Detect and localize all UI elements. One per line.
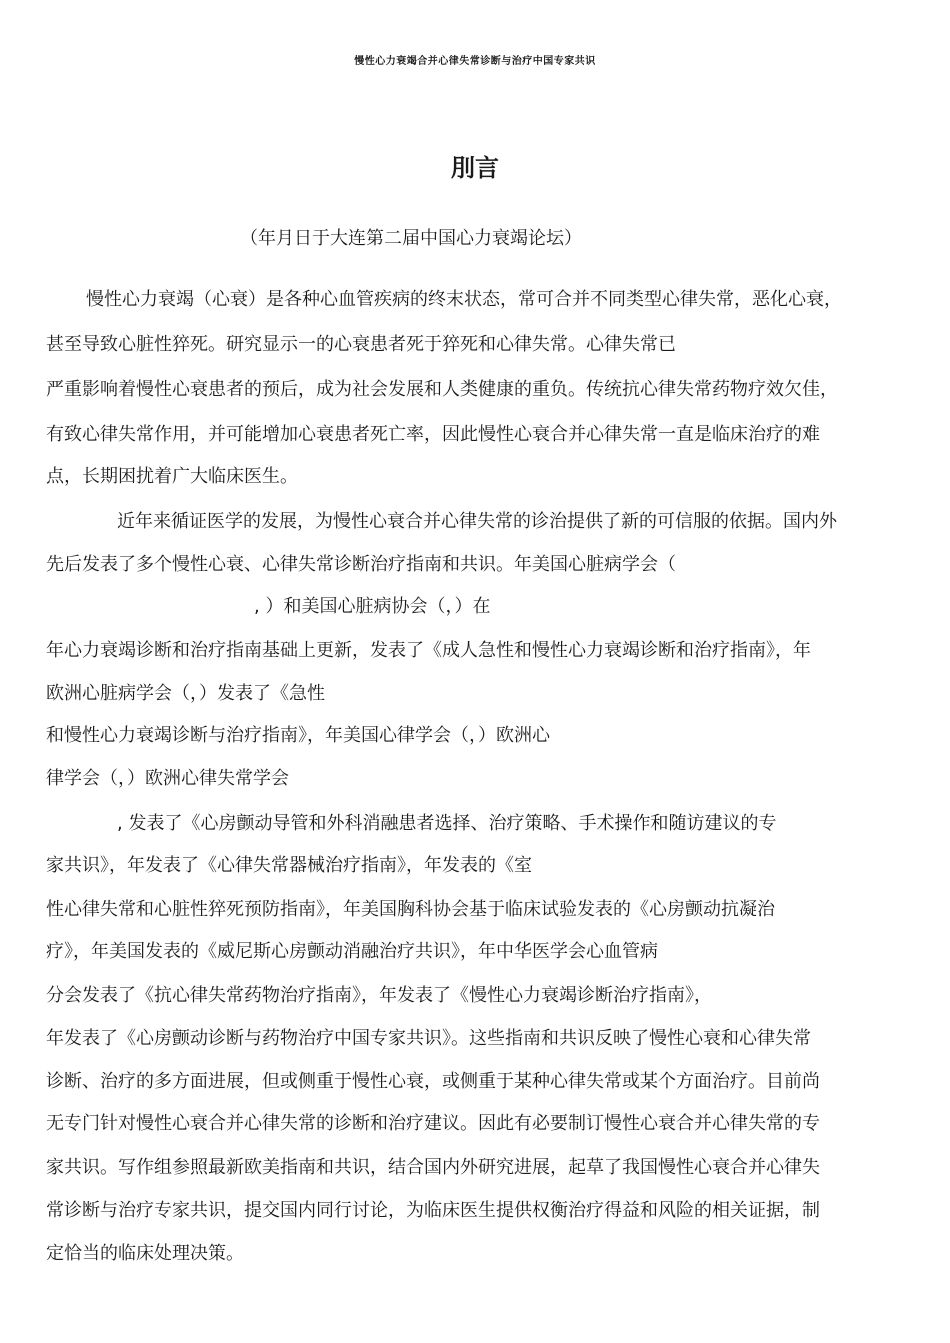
text-line: , 发表了《心房颤动导管和外科消融患者选择、治疗策略、手术操作和随访建议的专 [117, 813, 777, 834]
text-line: 律学会（，）欧洲心律失常学会 [46, 768, 289, 789]
text-line: 点，长期困扰着广大临床医生。 [46, 466, 298, 487]
text-line: 无专门针对慢性心衰合并心律失常的诊断和治疗建议。因此有必要制订慢性心衰合并心律失常的专 [46, 1113, 820, 1134]
text-line: 欧洲心脏病学会（，）发表了《急性 [46, 683, 325, 704]
text-line: 近年来循证医学的发展，为慢性心衰合并心律失常的诊治提供了新的可信服的依据。国内外 [117, 511, 837, 532]
text-line: 甚至导致心脏性猝死。研究显示一的心衰患者死于猝死和心律失常。心律失常已 [46, 334, 676, 355]
text-line: , ）和美国心脏病协会（，）在 [254, 596, 491, 617]
dateline: （年月日于大连第二届中国心力衰竭论坛） [240, 228, 582, 249]
text-line: 先后发表了多个慢性心衰、心律失常诊断治疗指南和共识。年美国心脏病学会（ [46, 554, 676, 575]
text-line: 常诊断与治疗专家共识，提交国内同行讨论，为临床医生提供权衡治疗得益和风险的相关证据，制 [46, 1200, 820, 1221]
document-title: 慢性心力衰竭合并心律失常诊断与治疗中国专家共识 [354, 56, 596, 67]
text-line: 严重影响着慢性心衰患者的预后，成为社会发展和人类健康的重负。传统抗心律失常药物疗效欠佳， [46, 379, 838, 400]
text-line: 家共识。写作组参照最新欧美指南和共识，结合国内外研究进展，起草了我国慢性心衰合并心律失 [46, 1157, 820, 1178]
text-line: 有致心律失常作用，并可能增加心衰患者死亡率，因此慢性心衰合并心律失常一直是临床治疗的难 [46, 424, 820, 445]
text-line: 年心力衰竭诊断和治疗指南基础上更新，发表了《成人急性和慢性心力衰竭诊断和治疗指南》，年 [46, 640, 811, 661]
text-line: 慢性心力衰竭（心衰）是各种心血管疾病的终末状态，常可合并不同类型心律失常，恶化心衰， [86, 289, 842, 310]
text-line: 诊断、治疗的多方面进展，但或侧重于慢性心衰，或侧重于某种心律失常或某个方面治疗。目前尚 [46, 1071, 820, 1092]
text-line: 疗》，年美国发表的《威尼斯心房颤动消融治疗共识》，年中华医学会心血管病 [46, 941, 658, 962]
text-line: 年发表了《心房颤动诊断与药物治疗中国专家共识》。这些指南和共识反映了慢性心衰和心律失常 [46, 1028, 811, 1049]
text-line: 定恰当的临床处理决策。 [46, 1243, 244, 1264]
text-line: 分会发表了《抗心律失常药物治疗指南》，年发表了《慢性心力衰竭诊断治疗指南》， [46, 985, 712, 1006]
section-heading-preface: 刖言 [451, 154, 499, 182]
text-line: 家共识》，年发表了《心律失常器械治疗指南》，年发表的《室 [46, 855, 532, 876]
text-line: 性心律失常和心脏性猝死预防指南》，年美国胸科协会基于临床试验发表的《心房颤动抗凝治 [46, 899, 775, 920]
text-line: 和慢性心力衰竭诊断与治疗指南》，年美国心律学会（，）欧洲心 [46, 725, 550, 746]
